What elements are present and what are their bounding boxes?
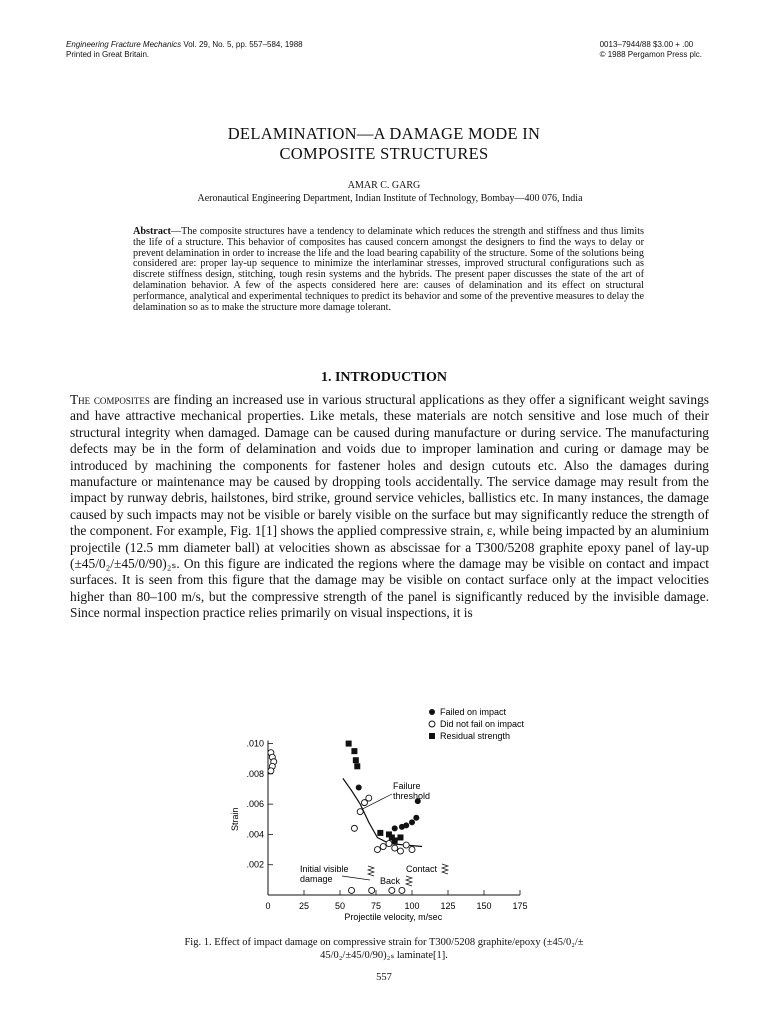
journal-name: Engineering Fracture Mechanics (66, 40, 182, 49)
point-did-not-fail (351, 825, 357, 831)
affiliation: Aeronautical Engineering Department, Indian Institute of Technology, Bombay—400 076, India (197, 193, 583, 204)
annotation-damage: damage (300, 874, 333, 884)
intro-lead: The composites (70, 392, 150, 407)
point-residual-strength (353, 757, 359, 763)
y-tick-label: .006 (246, 799, 264, 810)
point-failed-on-impact (392, 825, 398, 831)
point-did-not-fail (386, 841, 392, 847)
point-residual-strength (397, 834, 403, 840)
point-did-not-fail (357, 809, 363, 815)
point-did-not-fail (392, 845, 398, 851)
point-did-not-fail (380, 844, 386, 850)
legend-residual-label: Residual strength (440, 731, 511, 741)
x-tick-label: 125 (440, 901, 456, 911)
annotation-contact: Contact (406, 864, 438, 874)
legend-not-failed-marker (429, 721, 435, 727)
x-axis-label: Projectile velocity, m/sec (344, 912, 443, 922)
point-residual-strength (392, 837, 398, 843)
legend-failed-label: Failed on impact (440, 707, 507, 717)
running-header-right (600, 40, 702, 60)
legend-not-failed-label: Did not fail on impact (440, 719, 525, 729)
page-number: 557 (376, 972, 392, 983)
point-failed-on-impact (409, 819, 415, 825)
point-residual-strength (346, 741, 352, 747)
point-did-not-fail (374, 847, 380, 853)
point-did-not-fail (397, 848, 403, 854)
contact-key-hatch-icon (442, 864, 448, 874)
paper-title (0, 124, 768, 164)
annotation-threshold: threshold (393, 791, 431, 801)
annotation-initial-visible: Initial visible (300, 864, 349, 874)
title-line-1: DELAMINATION—A DAMAGE MODE IN (227, 124, 541, 143)
author: AMAR C. GARG (347, 180, 421, 191)
legend-failed-marker (429, 709, 435, 715)
contact-hatch-icon (368, 866, 374, 876)
x-tick-label: 50 (334, 901, 346, 911)
back-key-hatch-icon (406, 876, 412, 886)
point-did-not-fail (399, 887, 405, 893)
point-did-not-fail (409, 847, 415, 853)
figure-1-chart (210, 700, 570, 930)
damage-leader (342, 876, 370, 880)
x-tick-label: 75 (370, 901, 382, 911)
printed-in: Printed in Great Britain. (66, 50, 150, 59)
y-tick-label: .008 (246, 768, 264, 779)
abstract-text: —The composite structures have a tendency to delaminate which reduces the strength and stiffness and thus limits the life of a structure. This behavior of composites has caused concern amongst the designers to find the ways to delay or prevent delamination in order to increase the life and the load bearing capability of the structure. Some of the solutions being considered are: proper lay-up sequence to minimize the interlaminar stresses, improved structural configurations such as discrete stiffness design, stitching, tough resin systems and the hybrids. The present paper discusses the state of the art of delamination behavior. A few of the aspects considered here are: causes of delamination and its effect on structural performance, analytical and experimental techniques to predict its behavior and some of the preventive measures to delay the delamination so as to make the structure more damage tolerant. (133, 226, 644, 313)
point-did-not-fail (268, 768, 274, 774)
title-line-2: COMPOSITE STRUCTURES (279, 144, 489, 163)
y-tick-label: .002 (246, 859, 264, 870)
chart-legend (429, 707, 525, 741)
x-tick-label: 25 (298, 901, 310, 911)
point-did-not-fail (369, 887, 375, 893)
point-did-not-fail (366, 795, 372, 801)
x-tick-label: 100 (404, 901, 420, 911)
intro-text: are finding an increased use in various structural applications as they offer a significant weight savings and have attractive mechanical properties. Like metals, these materials are notch sensitive and lose much of their structural integrity when damaged. Damage can be caused during manufacture or during service. The manufacturing defects may be in the form of delamination and voids due to improper lamination and curing or damage may be introduced by machining the components for fastener holes and design cutouts etc. Also the damages during manufacture or maintenance may be caused by dropping tools accidentally. The service damage may result from the impact by runway debris, hailstones, bird strike, ground service vehicles, ballistics etc. In many instances, the damage caused by such impacts may not be visible or barely visible on the surface but may significantly reduce the strength of the component. For example, Fig. 1[1] shows the applied compressive strain, ε, while being impacted by an aluminium projectile (12.5 mm diameter ball) at velocities shown as abscissae for a T300/5208 graphite epoxy panel of lay-up (±45/0₂/±45/0/90)₂ₛ. On this figure are indicated the regions where the damage may be visible on contact and impact surfaces. It is seen from this figure that the damage may be visible on contact surface only at the impact velocities higher than 80–100 m/s, but the compressive strength of the panel is significantly reduced by the invisible damage. Since normal inspection practice relies primarily on visual inspections, it is (70, 392, 709, 621)
legend-residual-marker (429, 733, 435, 739)
point-failed-on-impact (356, 784, 362, 790)
x-tick-label: 0 (265, 901, 271, 911)
point-did-not-fail (403, 842, 409, 848)
point-residual-strength (354, 763, 360, 769)
section-heading: 1. INTRODUCTION (320, 370, 447, 385)
journal-citation: Vol. 29, No. 5, pp. 557–584, 1988 (183, 40, 303, 49)
chart-annotations (300, 781, 448, 886)
point-failed-on-impact (403, 822, 409, 828)
issn-price: 0013–7944/88 $3.00 + .00 (599, 40, 694, 49)
annotation-failure: Failure (393, 781, 421, 791)
point-failed-on-impact (413, 815, 419, 821)
point-residual-strength (377, 830, 383, 836)
abstract-label: Abstract (133, 226, 171, 237)
y-tick-label: .004 (246, 829, 264, 840)
caption-line-1: Fig. 1. Effect of impact damage on compressive strain for T300/5208 graphite/epoxy (±45/0₂/± (184, 937, 584, 948)
figure-caption (110, 936, 658, 962)
intro-paragraph (70, 392, 709, 622)
point-residual-strength (351, 748, 357, 754)
x-tick-label: 150 (476, 901, 492, 911)
y-tick-label: .010 (246, 738, 264, 749)
abstract (133, 227, 644, 313)
point-did-not-fail (349, 887, 355, 893)
running-header-left (66, 40, 303, 60)
annotation-back: Back (380, 876, 401, 886)
x-tick-label: 175 (512, 901, 528, 911)
point-did-not-fail (389, 887, 395, 893)
copyright: © 1988 Pergamon Press plc. (599, 50, 702, 59)
caption-line-2: 45/0₂/±45/0/90)₂ₛ laminate[1]. (320, 950, 448, 961)
y-axis-label: Strain (230, 807, 240, 832)
